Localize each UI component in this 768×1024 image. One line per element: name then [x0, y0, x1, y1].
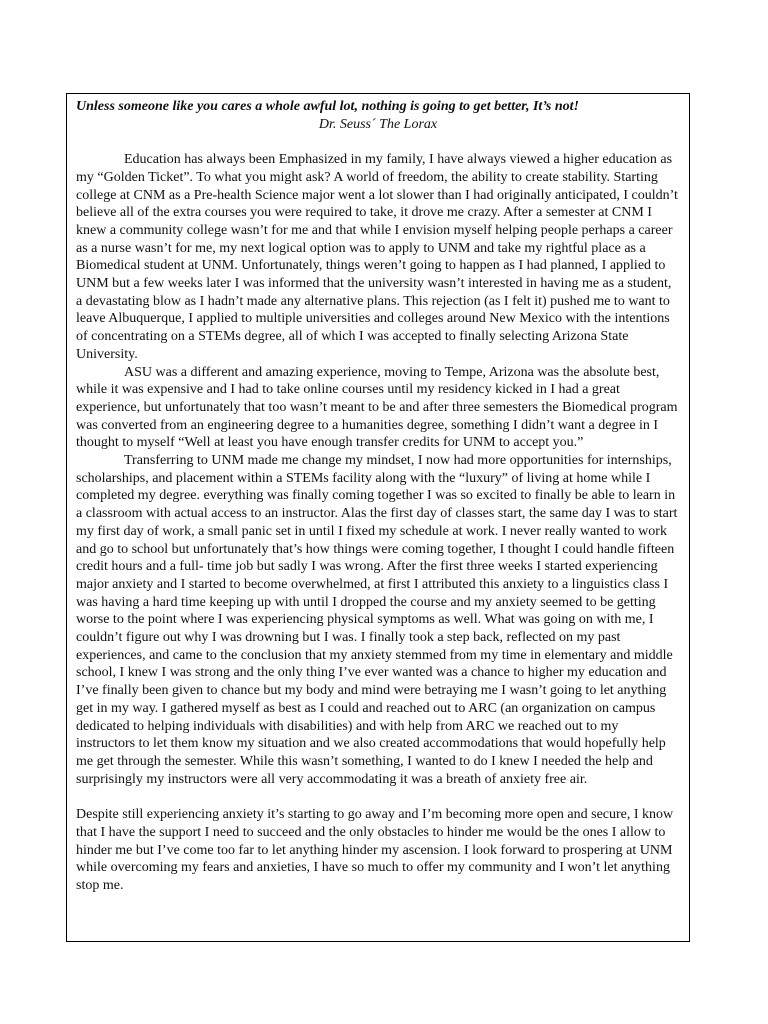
essay-paragraph-2: ASU was a different and amazing experience, moving to Tempe, Arizona was the absolute best, while it was expensive and I had to take online courses until my residency kicked in I had a great experience, but unfortunately that too wasn’t meant to be and after three semesters the Biomedical program was converted from an engineering degree to a humanities degree, something I didn’t want a degree in I thought to myself “Well at least you have enough transfer credits for UNM to accept you.” [76, 364, 678, 451]
paragraph-spacer [76, 788, 680, 806]
essay-paragraph-4: Despite still experiencing anxiety it’s starting to go away and I’m becoming more open and secure, I know that I have the support I need to succeed and the only obstacles to hinder me would be the ones I allow to hinder me but I’ve come too far to let anything hinder my ascension. I look forward to prospering at UNM while overcoming my fears and anxieties, I have so much to offer my community and I won’t let anything stop me. [76, 807, 674, 893]
epigraph-attribution: Dr. Seuss´ The Lorax [318, 116, 438, 132]
essay-page [66, 93, 690, 942]
epigraph-quote: Unless someone like you cares a whole awful lot, nothing is going to get better, It’s not! [76, 99, 580, 114]
essay-paragraph-3: Transferring to UNM made me change my mindset, I now had more opportunities for internships, scholarships, and placement within a STEMs facility along with the “luxury” of living at home while I completed my degree. everything was finally coming together I was so excited to finally be able to learn in a classroom with actual access to an instructor. Alas the first day of classes start, the same day I was to start my first day of work, a small panic set in until I fixed my schedule at work. I never really wanted to work and go to school but unfortunately that’s how things were coming together, I thought I could handle fifteen credit hours and a full- time job but sadly I was wrong. After the first three weeks I started experiencing major anxiety and I started to become overwhelmed, at first I attributed this anxiety to a linguistics class I was having a hard time keeping up with until I dropped the course and my anxiety seemed to be getting worse to the point where I was experiencing physical symptoms as well. What was going on with me, I couldn’t figure out why I was drowning but I was. I finally took a step back, reflected on my past experiences, and came to the conclusion that my anxiety stemmed from my time in elementary and middle school, I knew I was strong and the only thing I’ve ever wanted was a chance to higher my education and I’ve finally been given to chance but my body and mind were betraying me I wasn’t going to let anything get in my way. I gathered myself as best as I could and reached out to ARC (an organization on campus dedicated to helping individuals with disabilities) and with help from ARC we reached out to my instructors to let them know my situation and we also created accommodations that would hopefully help me get through the semester. While this wasn’t something, I wanted to do I knew I needed the help and surprisingly my instructors were all very accommodating it was a breath of anxiety free air. [76, 453, 678, 787]
essay-paragraph-1: Education has always been Emphasized in my family, I have always viewed a higher education as my “Golden Ticket”. To what you might ask? A world of freedom, the ability to create stability. Starting college at CNM as a Pre-health Science major went a lot slower than I had originally anticipated, I couldn’t believe all of the extra courses you were required to take, it drove me crazy. After a semester at CNM I knew a community college wasn’t for me and that while I envision myself helping people perhaps a career as a nurse wasn’t for me, my next logical option was to apply to UNM and take my rightful place as a Biomedical student at UNM. Unfortunately, things weren’t going to happen as I had planned, I applied to UNM but a few weeks later I was informed that the university wasn’t interested in having me as a student, a devastating blow as I hadn’t made any alternative plans. This rejection (as I felt it) pushed me to want to leave Albuquerque, I applied to multiple universities and colleges around New Mexico with the intentions of concentrating on a STEMs degree, all of which I was accepted to finally selecting Arizona State University. [76, 152, 678, 362]
